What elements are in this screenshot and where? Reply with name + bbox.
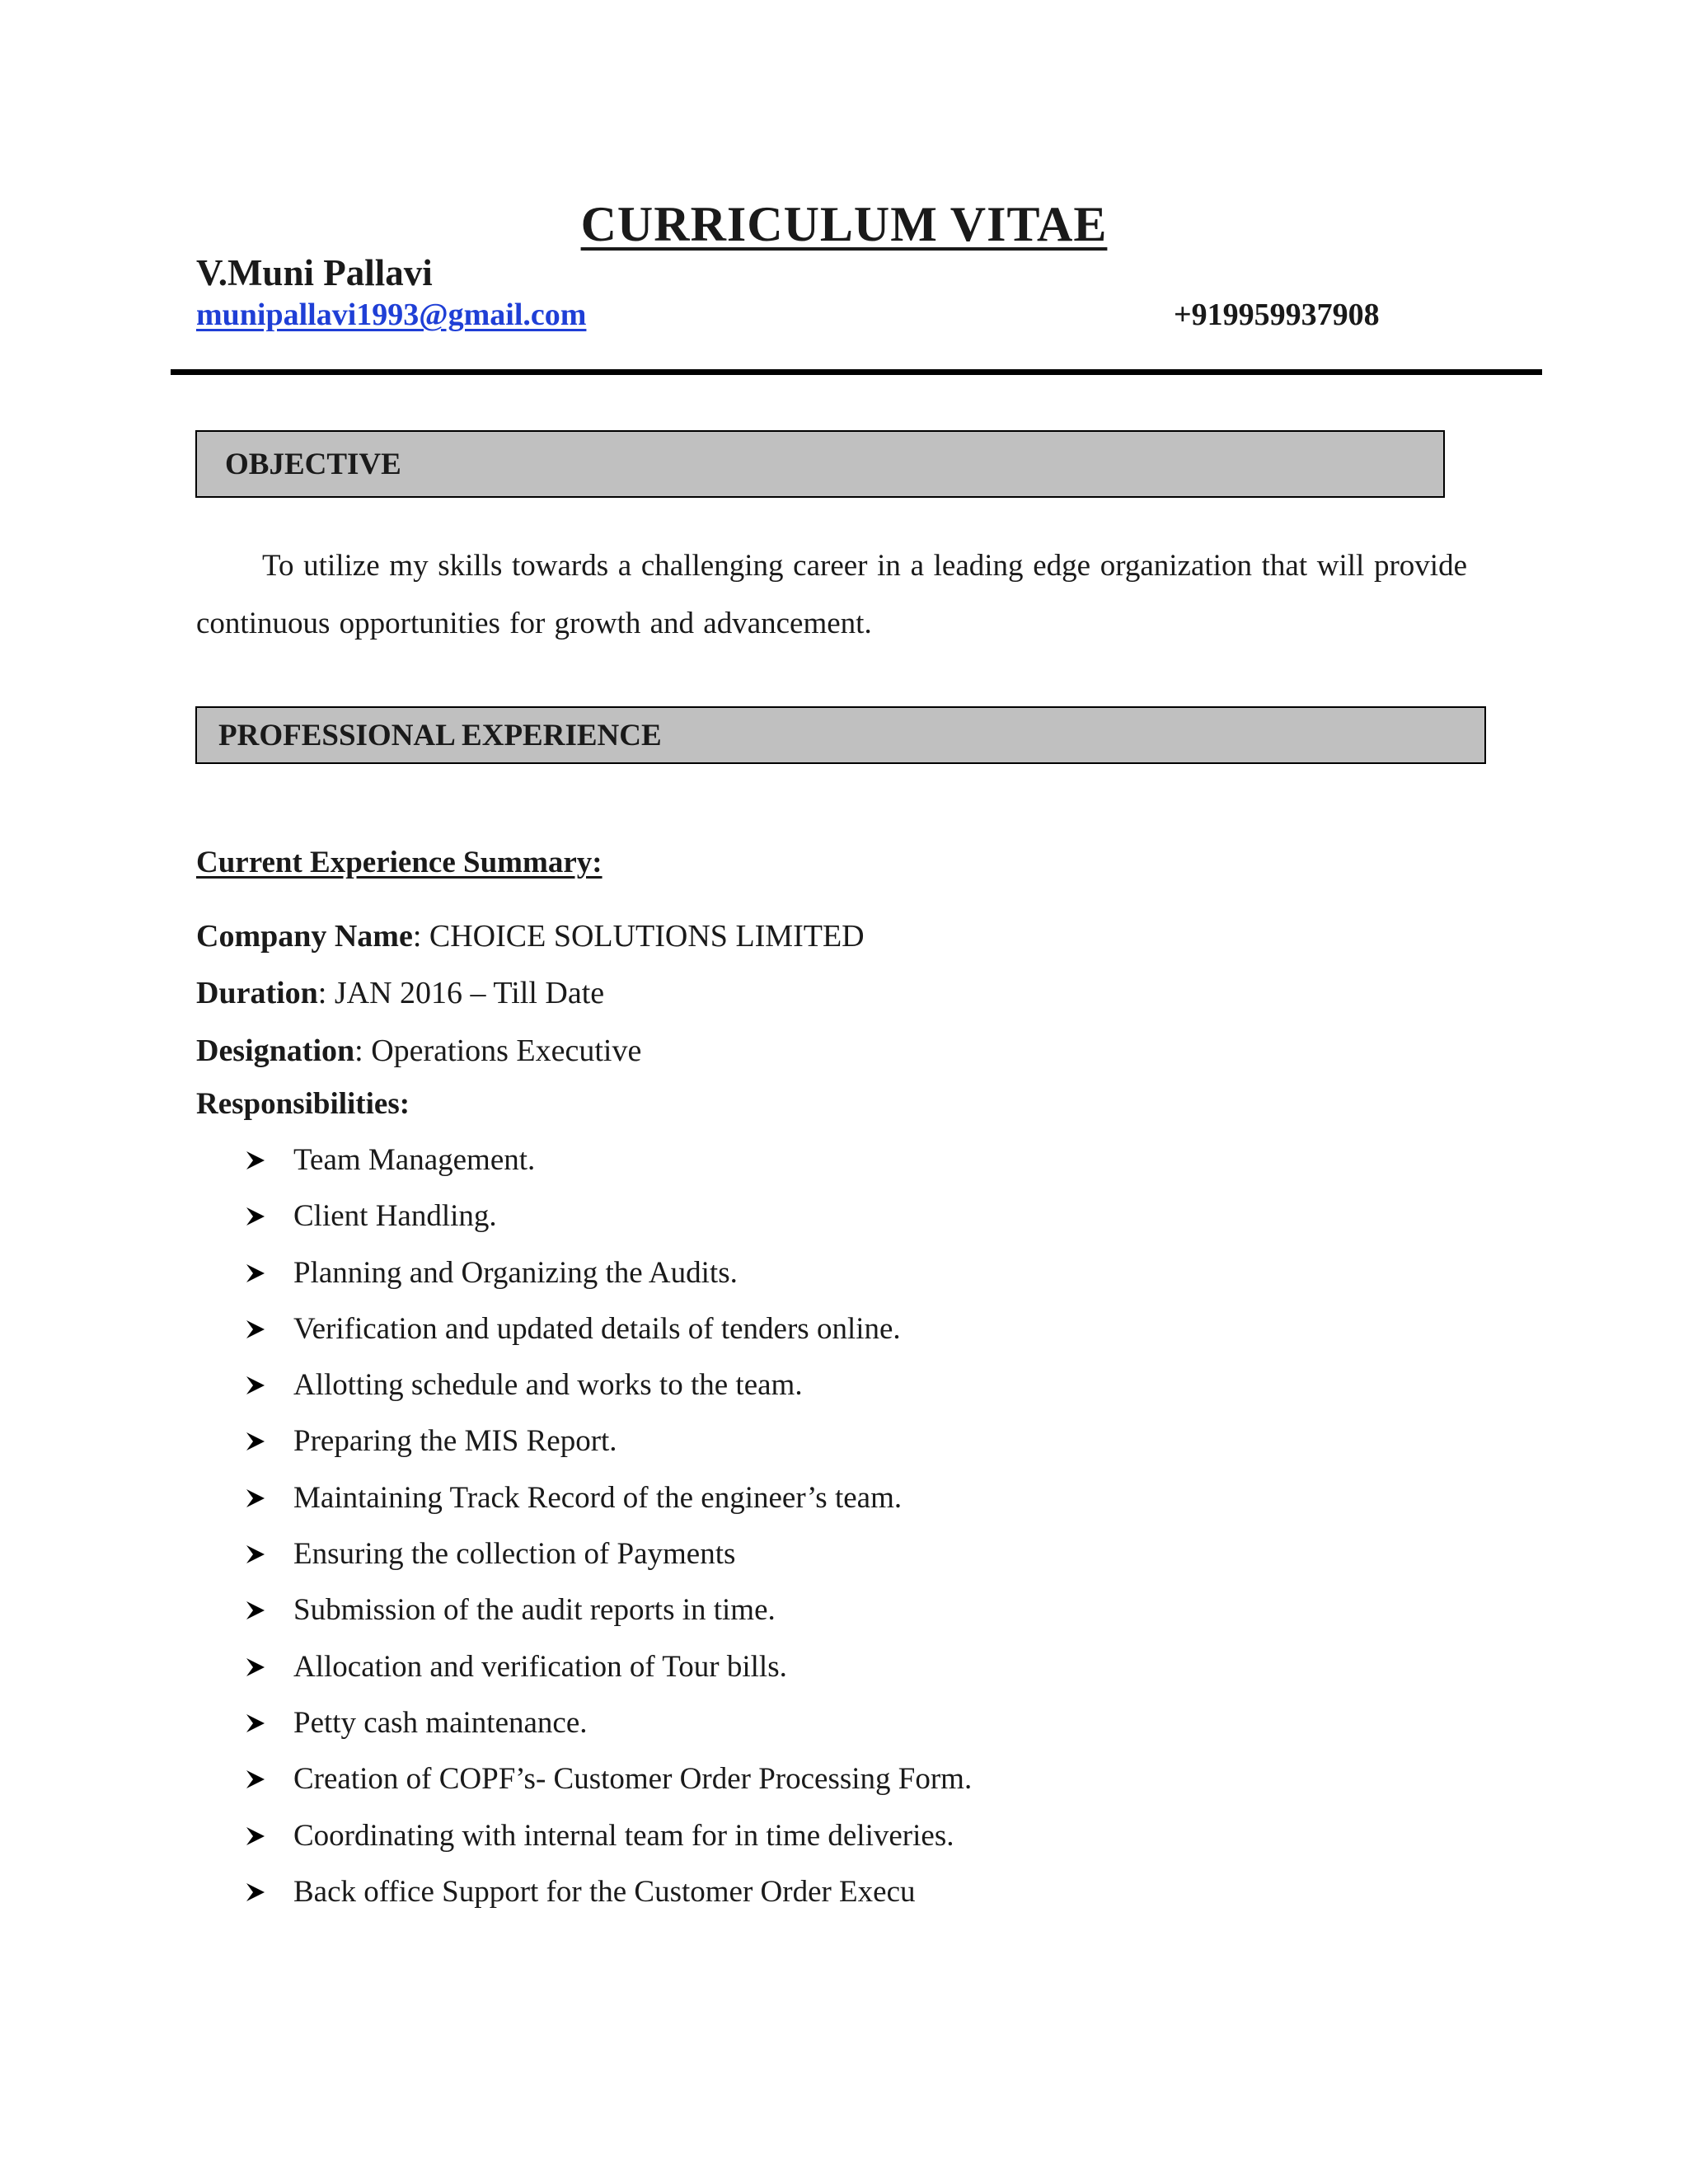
page-title: CURRICULUM VITAE xyxy=(580,197,1108,251)
arrow-bullet-icon xyxy=(244,1374,267,1397)
list-item xyxy=(244,1872,972,1929)
list-item xyxy=(244,1816,972,1872)
duration-value: : JAN 2016 – Till Date xyxy=(317,976,605,1010)
list-item-text: Team Management. xyxy=(293,1143,536,1177)
list-item xyxy=(244,1704,972,1760)
experience-heading: PROFESSIONAL EXPERIENCE xyxy=(218,719,662,752)
arrow-bullet-icon xyxy=(244,1318,267,1341)
company-field xyxy=(196,916,865,956)
arrow-bullet-icon xyxy=(244,1149,267,1172)
list-item xyxy=(244,1422,972,1478)
arrow-bullet-icon xyxy=(244,1430,267,1453)
list-item xyxy=(244,1254,972,1310)
email-link[interactable]: munipallavi1993@gmail.com xyxy=(196,298,587,332)
company-label: Company Name xyxy=(196,919,413,954)
responsibilities-heading: Responsibilities: xyxy=(196,1087,410,1121)
arrow-bullet-icon xyxy=(244,1825,267,1848)
objective-heading: OBJECTIVE xyxy=(225,448,401,481)
list-item-text: Ensuring the collection of Payments xyxy=(293,1537,736,1572)
list-item-text: Back office Support for the Customer Order Execu xyxy=(293,1874,916,1909)
responsibilities-list xyxy=(244,1141,972,1929)
experience-section-header xyxy=(195,706,1486,764)
list-item-text: Petty cash maintenance. xyxy=(293,1705,588,1740)
designation-field xyxy=(196,1031,641,1071)
list-item xyxy=(244,1760,972,1816)
duration-field xyxy=(196,973,604,1013)
list-item-text: Verification and updated details of tenders online. xyxy=(293,1311,901,1346)
arrow-bullet-icon xyxy=(244,1262,267,1285)
company-value: : CHOICE SOLUTIONS LIMITED xyxy=(412,919,865,954)
arrow-bullet-icon xyxy=(244,1599,267,1622)
arrow-bullet-icon xyxy=(244,1205,267,1228)
list-item xyxy=(244,1479,972,1535)
list-item xyxy=(244,1310,972,1366)
list-item xyxy=(244,1366,972,1422)
list-item-text: Client Handling. xyxy=(293,1199,497,1234)
list-item-text: Coordinating with internal team for in time deliveries. xyxy=(293,1818,954,1853)
list-item-text: Allocation and verification of Tour bills. xyxy=(293,1649,787,1684)
list-item-text: Maintaining Track Record of the engineer’s team. xyxy=(293,1480,903,1515)
objective-section-header xyxy=(195,430,1445,498)
list-item-text: Creation of COPF’s- Customer Order Processing Form. xyxy=(293,1762,973,1797)
list-item-text: Submission of the audit reports in time. xyxy=(293,1593,776,1628)
header-divider xyxy=(171,369,1542,375)
arrow-bullet-icon xyxy=(244,1656,267,1679)
designation-value: : Operations Executive xyxy=(354,1033,642,1068)
arrow-bullet-icon xyxy=(244,1543,267,1566)
arrow-bullet-icon xyxy=(244,1487,267,1510)
list-item xyxy=(244,1141,972,1197)
list-item-text: Allotting schedule and works to the team. xyxy=(293,1368,803,1403)
designation-label: Designation xyxy=(196,1033,355,1068)
phone-number: +919959937908 xyxy=(1174,298,1380,332)
experience-summary-heading: Current Experience Summary: xyxy=(196,846,603,879)
candidate-name: V.Muni Pallavi xyxy=(196,252,433,293)
list-item-text: Preparing the MIS Report. xyxy=(293,1424,617,1459)
list-item-text: Planning and Organizing the Audits. xyxy=(293,1255,738,1290)
list-item xyxy=(244,1535,972,1591)
arrow-bullet-icon xyxy=(244,1768,267,1791)
objective-text: To utilize my skills towards a challenging career in a leading edge organization that will provide continuous opportunities for growth and advancement. xyxy=(196,549,1467,640)
arrow-bullet-icon xyxy=(244,1881,267,1904)
list-item xyxy=(244,1591,972,1647)
list-item xyxy=(244,1197,972,1253)
arrow-bullet-icon xyxy=(244,1712,267,1735)
duration-label: Duration xyxy=(196,976,318,1010)
list-item xyxy=(244,1647,972,1704)
